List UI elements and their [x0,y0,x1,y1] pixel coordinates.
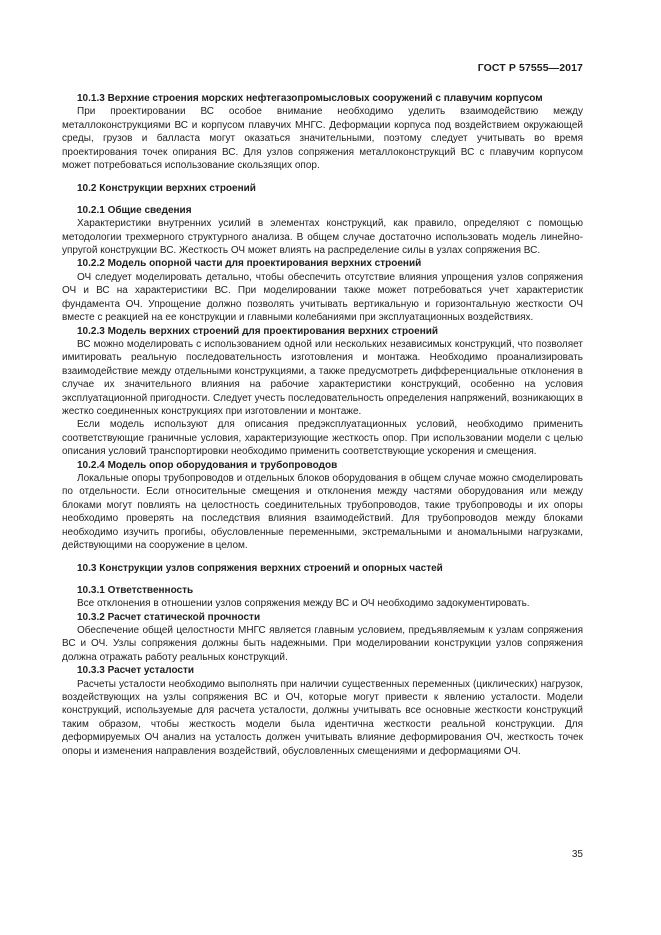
document-body [62,92,583,758]
section-heading: 10.3 Конструкции узлов сопряжения верхних строений и опорных частей [77,563,443,575]
section-heading: 10.2.2 Модель опорной части для проектирования верхних строений [77,258,422,270]
body-paragraph: Все отклонения в отношении узлов сопряжения между ВС и ОЧ необходимо задокументировать. [77,598,530,610]
section-heading: 10.2.4 Модель опор оборудования и трубопроводов [77,459,338,471]
body-paragraph: Расчеты усталости необходимо выполнять при наличии существенных переменных (циклических) нагрузок, воздействующих на узлы сопряжения ВС и ОЧ, которые могут привести к явлению усталости. Модели конструкций, используемые для расчета усталости, должны учитывать все основные жесткости конструкций таким образом, чтобы жесткость модели была идентична жесткости реальной конструкции. Для деформируемых ОЧ анализ на усталость должен учитывать влияние деформирования ОЧ, жесткость точек опоры и изменения направления воздействий, обусловленных смещениями и деформациями ОЧ. [62,678,583,757]
section-heading: 10.1.3 Верхние строения морских нефтегазопромысловых сооружений с плавучим корпусом [77,93,543,104]
body-paragraph: ВС можно моделировать с использованием одной или нескольких независимых конструкций, что позволяет имитировать реальную последовательность изготовления и монтажа. Необходимо проанализировать взаимодействие между отдельными конструкциями, а также предусмотреть дифференциальные отклонения в случае их значительного влияния на рабочие характеристики конструкций, особенно на условия эксплуатационной пригодности. Следует учесть последовательность определения напряжений, возникающих в жестко соединенных конструкциях при изготовлении и монтаже. [62,338,583,417]
section-heading: 10.3.3 Расчет усталости [77,665,195,677]
section-heading: 10.2.1 Общие сведения [77,204,192,216]
page-number: 35 [571,849,583,860]
body-paragraph: Обеспечение общей целостности МНГС является главным условием, предъявляемым к узлам сопряжения ВС и ОЧ. Узлы сопряжения должны быть надежными. При моделировании конструкции узлов сопряжения должна отражать работу реальных конструкций. [62,625,583,663]
section-heading: 10.3.1 Ответственность [77,584,194,596]
body-paragraph: При проектировании ВС особое внимание необходимо уделить взаимодействию между металлоконструкциями ВС и корпусом плавучих МНГС. Деформации корпуса под воздействием окружающей среды, грузов и балласта могут оказаться значительными, поэтому следует учитывать во время проектирования точек опирания ВС. Для узлов сопряжения металлоконструкций ВС с плавучим корпусом может потребоваться использование скользящих опор. [62,106,583,172]
document-code: ГОСТ Р 57555—2017 [477,62,583,74]
body-paragraph: Локальные опоры трубопроводов и отдельных блоков оборудования в общем случае можно смоделировать по отдельности. Если относительные смещения и отклонения между частями оборудования или между блоками могут повлиять на целостность соединительных трубопроводов, такие трубопроводы и их опоры необходимо проверять на последствия влияния взаимодействий. Для трубопроводов между блоками необходимо изучить прогибы, обусловленные переменными, экстремальными и аномальными нагрузками, действующими на сооружение в целом. [62,472,583,551]
section-heading: 10.3.2 Расчет статической прочности [77,611,261,623]
body-paragraph: Если модель используют для описания предэксплуатационных условий, необходимо применить соответствующие граничные условия, характеризующие жесткость опор. При использовании модели с целью описания условий транспортировки необходимо применить соответствующие ускорения и смещения. [62,419,583,458]
section-heading: 10.2 Конструкции верхних строений [77,183,256,195]
section-heading: 10.2.3 Модель верхних строений для проектирования верхних строений [77,325,439,337]
body-paragraph: Характеристики внутренних усилий в элементах конструкций, как правило, определяют с помощью методологии трехмерного структурного анализа. В общем случае достаточно использовать модель линейно-упругой конструкции ВС. Жесткость ОЧ может влиять на распределение силы в узлах сопряжения ВС. [62,218,583,257]
body-paragraph: ОЧ следует моделировать детально, чтобы обеспечить отсутствие влияния упрощения узлов сопряжения ОЧ и ВС на характеристики ВС. При моделировании также может потребоваться учет характеристик фундамента ОЧ. Упрощение должно позволять учитывать вертикальную и горизонтальную жесткости ОЧ вместе с реакцией на ее конструкции и главными колебаниями при эксплуатационных воздействиях. [62,271,583,324]
